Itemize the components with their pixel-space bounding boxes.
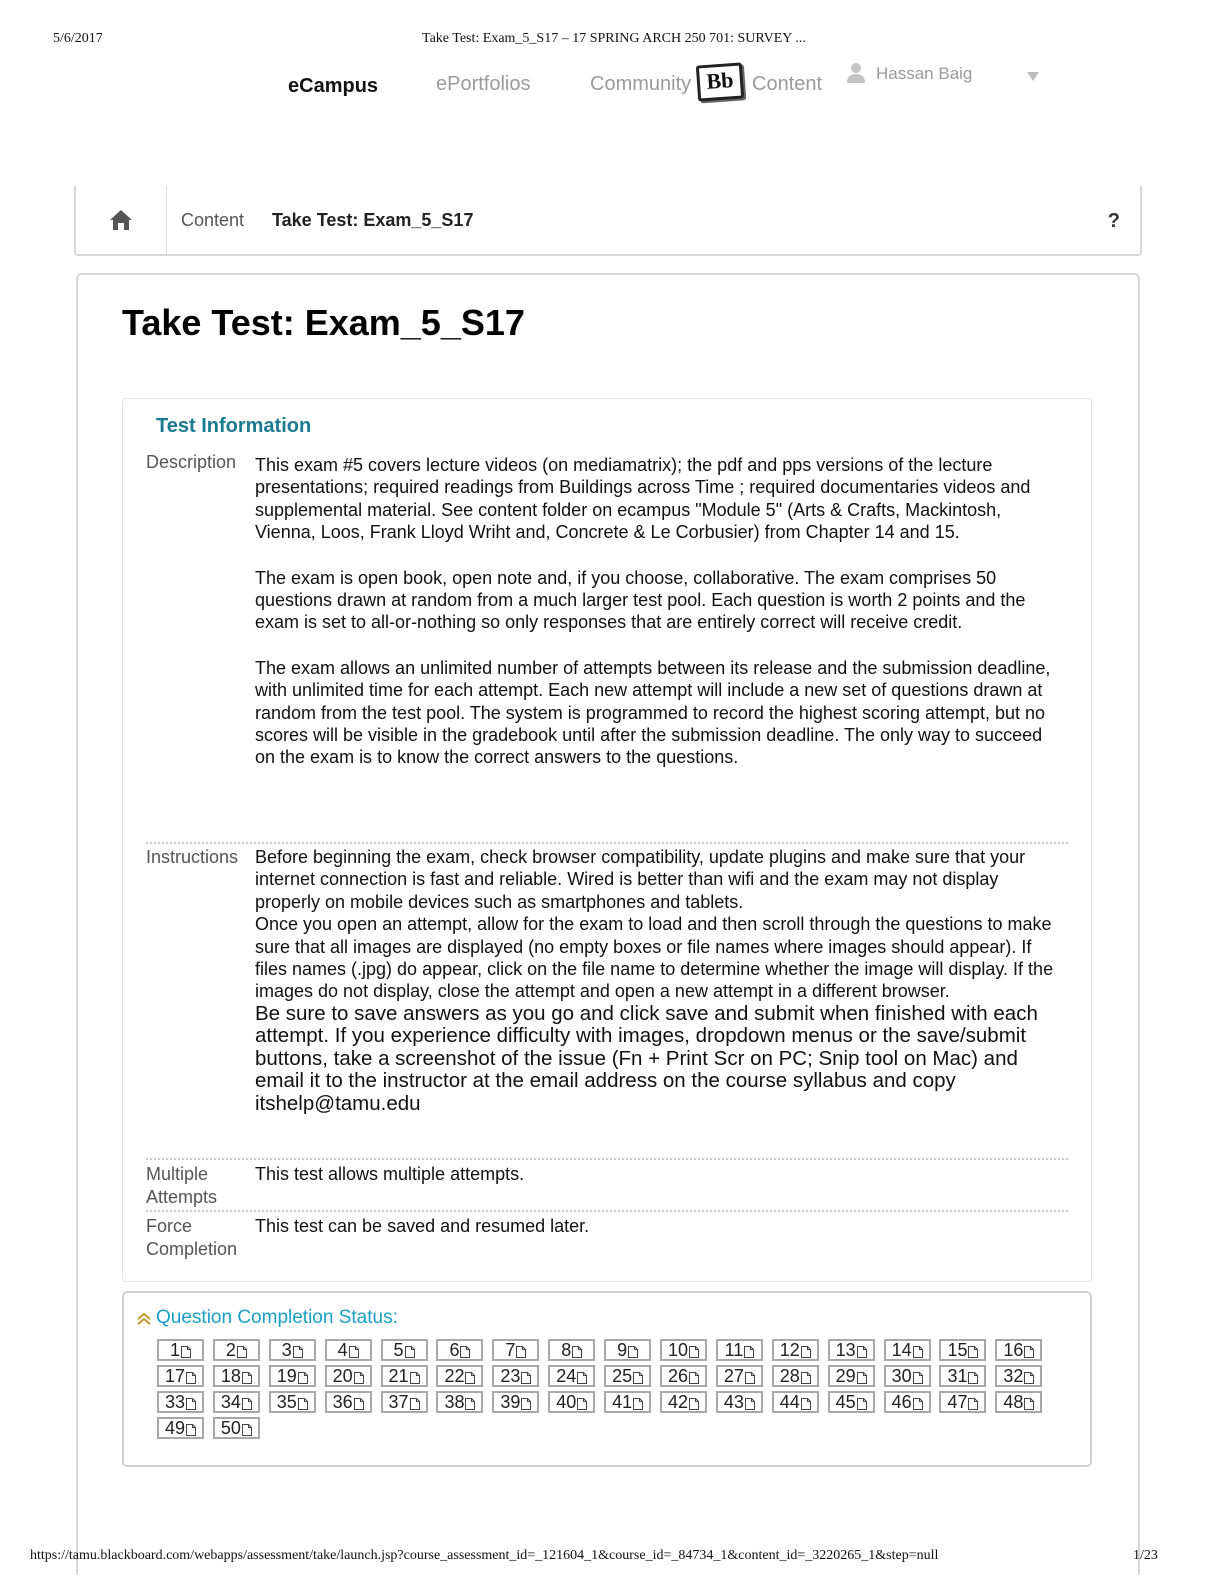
question-number: 46 — [891, 1392, 912, 1412]
home-button[interactable] — [76, 186, 167, 254]
description-paragraph: The exam allows an unlimited number of attempts between its release and the submission deadline, with unlimited time for each attempt. Each new attempt will include a new set of questions drawn at random from the test pool. The system is programmed to record the highest scoring attempt, but no scores will be visible in the gradebook until after the submission deadline. The only way to succeed on the exam is to know the correct answers to the questions. — [255, 657, 1051, 768]
unanswered-document-icon — [968, 1346, 978, 1358]
question-number: 35 — [276, 1392, 297, 1412]
print-date: 5/6/2017 — [53, 31, 103, 46]
question-number: 42 — [668, 1392, 689, 1412]
unanswered-document-icon — [521, 1372, 531, 1384]
question-7-button[interactable] — [492, 1339, 539, 1361]
question-26-button[interactable] — [660, 1365, 707, 1387]
unanswered-document-icon — [516, 1346, 526, 1358]
question-number: 44 — [779, 1392, 800, 1412]
unanswered-document-icon — [857, 1346, 867, 1358]
question-grid — [157, 1339, 1057, 1439]
unanswered-document-icon — [242, 1424, 252, 1436]
description-value — [255, 454, 1065, 769]
question-21-button[interactable] — [381, 1365, 428, 1387]
unanswered-document-icon — [913, 1372, 923, 1384]
question-29-button[interactable] — [828, 1365, 875, 1387]
question-34-button[interactable] — [213, 1391, 260, 1413]
unanswered-document-icon — [465, 1398, 475, 1410]
caret-down-icon[interactable] — [1027, 72, 1039, 81]
question-40-button[interactable] — [548, 1391, 595, 1413]
unanswered-document-icon — [968, 1372, 978, 1384]
print-page-title: Take Test: Exam_5_S17 – 17 SPRING ARCH 250 701: SURVEY ... — [422, 31, 806, 46]
unanswered-document-icon — [857, 1372, 867, 1384]
description-label: Description — [146, 452, 237, 472]
unanswered-document-icon — [572, 1346, 582, 1358]
question-number: 41 — [612, 1392, 633, 1412]
question-2-button[interactable] — [213, 1339, 260, 1361]
unanswered-document-icon — [913, 1346, 923, 1358]
question-22-button[interactable] — [436, 1365, 483, 1387]
breadcrumb — [74, 186, 1142, 256]
print-url: https://tamu.blackboard.com/webapps/assessment/take/launch.jsp?course_assessment_id=_121604_1&course_id=_84734_1&content_id=_3220265_1&step=null — [30, 1548, 939, 1563]
unanswered-document-icon — [465, 1372, 475, 1384]
unanswered-document-icon — [186, 1398, 196, 1410]
question-number: 47 — [947, 1392, 968, 1412]
question-13-button[interactable] — [828, 1339, 875, 1361]
description-paragraph: The exam is open book, open note and, if you choose, collaborative. The exam comprises 50 questions drawn at random from a much larger test pool. Each question is worth 2 points and the exam is set to all-or-nothing so only responses that are entirely correct will receive credit. — [255, 567, 1026, 633]
instructions-paragraph: Before beginning the exam, check browser compatibility, update plugins and make sure that your internet connection is fast and reliable. Wired is better than wifi and the exam may not display properly on mobile devices such as smartphones and tablets. — [255, 847, 1026, 912]
question-number: 43 — [723, 1392, 744, 1412]
divider — [146, 842, 1068, 844]
question-number: 28 — [779, 1366, 800, 1386]
question-number: 15 — [947, 1340, 968, 1360]
question-44-button[interactable] — [772, 1391, 819, 1413]
question-number: 45 — [835, 1392, 856, 1412]
unanswered-document-icon — [745, 1398, 755, 1410]
question-20-button[interactable] — [325, 1365, 372, 1387]
unanswered-document-icon — [181, 1346, 191, 1358]
question-number: 49 — [164, 1418, 186, 1438]
unanswered-document-icon — [801, 1398, 811, 1410]
question-number: 23 — [500, 1366, 521, 1386]
question-number: 20 — [332, 1366, 353, 1386]
multiple-attempts-value: This test allows multiple attempts. — [255, 1164, 525, 1184]
question-41-button[interactable] — [604, 1391, 651, 1413]
divider — [146, 1210, 1068, 1212]
tab-community[interactable]: Community — [590, 73, 692, 95]
unanswered-document-icon — [460, 1346, 470, 1358]
unanswered-document-icon — [1024, 1398, 1034, 1410]
question-number: 3 — [281, 1340, 292, 1360]
unanswered-document-icon — [298, 1372, 308, 1384]
unanswered-document-icon — [801, 1372, 811, 1384]
unanswered-document-icon — [1024, 1372, 1034, 1384]
breadcrumb-current: Take Test: Exam_5_S17 — [272, 210, 474, 230]
unanswered-document-icon — [633, 1372, 643, 1384]
question-33-button[interactable] — [157, 1391, 204, 1413]
question-number: 26 — [668, 1366, 689, 1386]
home-icon — [109, 209, 133, 231]
question-number: 31 — [947, 1366, 968, 1386]
unanswered-document-icon — [405, 1346, 415, 1358]
instructions-value — [255, 846, 1065, 1115]
tab-ecampus[interactable]: eCampus — [288, 75, 379, 97]
question-19-button[interactable] — [269, 1365, 316, 1387]
question-43-button[interactable] — [716, 1391, 763, 1413]
question-number: 16 — [1003, 1340, 1024, 1360]
unanswered-document-icon — [186, 1424, 196, 1436]
multiple-attempts-label: Multiple Attempts — [146, 1164, 218, 1207]
page-title: Take Test: Exam_5_S17 — [122, 302, 525, 343]
question-18-button[interactable] — [213, 1365, 260, 1387]
unanswered-document-icon — [628, 1346, 638, 1358]
tab-content[interactable]: Content — [752, 73, 823, 95]
question-15-button[interactable] — [939, 1339, 986, 1361]
unanswered-document-icon — [521, 1398, 531, 1410]
question-39-button[interactable] — [492, 1391, 539, 1413]
question-31-button[interactable] — [939, 1365, 986, 1387]
question-32-button[interactable] — [995, 1365, 1042, 1387]
question-number: 13 — [835, 1340, 856, 1360]
instructions-paragraph: Once you open an attempt, allow for the exam to load and then scroll through the questions to make sure that all images are displayed (no empty boxes or file names where images should appear). If files names (.jpg) do appear, click on the file name to determine whether the image will display. If the images do not display, close the attempt and open a new attempt in a different browser. — [255, 914, 1054, 1002]
question-number: 10 — [668, 1340, 689, 1360]
question-number: 5 — [393, 1340, 404, 1360]
unanswered-document-icon — [354, 1372, 364, 1384]
question-number: 36 — [332, 1392, 353, 1412]
question-number: 21 — [388, 1366, 409, 1386]
test-information-heading: Test Information — [156, 415, 312, 437]
question-11-button[interactable] — [716, 1339, 763, 1361]
unanswered-document-icon — [410, 1372, 420, 1384]
unanswered-document-icon — [633, 1398, 643, 1410]
question-12-button[interactable] — [772, 1339, 819, 1361]
unanswered-document-icon — [298, 1398, 308, 1410]
question-45-button[interactable] — [828, 1391, 875, 1413]
force-completion-value: This test can be saved and resumed later. — [255, 1216, 590, 1236]
question-number: 19 — [276, 1366, 297, 1386]
question-27-button[interactable] — [716, 1365, 763, 1387]
divider — [146, 1158, 1068, 1160]
question-number: 32 — [1003, 1366, 1024, 1386]
question-50-button[interactable] — [213, 1417, 260, 1439]
question-completion-status-heading[interactable]: Question Completion Status: — [156, 1307, 398, 1328]
unanswered-document-icon — [689, 1372, 699, 1384]
help-icon[interactable]: ? — [1107, 210, 1120, 232]
question-number: 2 — [225, 1340, 236, 1360]
question-6-button[interactable] — [436, 1339, 483, 1361]
unanswered-document-icon — [577, 1372, 587, 1384]
question-36-button[interactable] — [325, 1391, 372, 1413]
question-48-button[interactable] — [995, 1391, 1042, 1413]
blackboard-logo[interactable]: Bb — [696, 62, 744, 101]
question-49-button[interactable] — [157, 1417, 204, 1439]
question-number: 6 — [449, 1340, 460, 1360]
question-number: 29 — [835, 1366, 856, 1386]
unanswered-document-icon — [354, 1398, 364, 1410]
question-number: 7 — [505, 1340, 516, 1360]
instructions-paragraph: Be sure to save answers as you go and click save and submit when finished with each attempt. If you experience difficulty with images, dropdown menus or the save/submit buttons, take a screenshot of the issue (Fn + Print Scr on PC; Snip tool on Mac) and email it to the instructor at the email address on the course syllabus and copy itshelp@tamu.edu — [255, 1001, 1038, 1115]
question-5-button[interactable] — [381, 1339, 428, 1361]
unanswered-document-icon — [410, 1398, 420, 1410]
question-number: 1 — [169, 1340, 180, 1360]
top-navigation — [0, 64, 1224, 110]
user-icon — [846, 62, 866, 84]
question-47-button[interactable] — [939, 1391, 986, 1413]
question-3-button[interactable] — [269, 1339, 316, 1361]
question-number: 22 — [444, 1366, 465, 1386]
question-35-button[interactable] — [269, 1391, 316, 1413]
unanswered-document-icon — [857, 1398, 867, 1410]
question-28-button[interactable] — [772, 1365, 819, 1387]
question-number: 25 — [612, 1366, 633, 1386]
tab-eportfolios[interactable]: ePortfolios — [436, 73, 531, 95]
question-number: 9 — [617, 1340, 628, 1360]
question-14-button[interactable] — [884, 1339, 931, 1361]
unanswered-document-icon — [744, 1346, 754, 1358]
unanswered-document-icon — [293, 1346, 303, 1358]
unanswered-document-icon — [689, 1398, 699, 1410]
question-9-button[interactable] — [604, 1339, 651, 1361]
question-number: 24 — [556, 1366, 577, 1386]
question-number: 48 — [1003, 1392, 1024, 1412]
unanswered-document-icon — [349, 1346, 359, 1358]
question-number: 38 — [444, 1392, 465, 1412]
question-17-button[interactable] — [157, 1365, 204, 1387]
question-30-button[interactable] — [884, 1365, 931, 1387]
question-number: 34 — [220, 1392, 241, 1412]
question-number: 40 — [556, 1392, 577, 1412]
question-number: 12 — [779, 1340, 800, 1360]
question-10-button[interactable] — [660, 1339, 707, 1361]
question-16-button[interactable] — [995, 1339, 1042, 1361]
force-completion-label: Force Completion — [146, 1216, 238, 1259]
question-8-button[interactable] — [548, 1339, 595, 1361]
question-number: 11 — [724, 1340, 744, 1360]
unanswered-document-icon — [968, 1398, 978, 1410]
unanswered-document-icon — [745, 1372, 755, 1384]
question-23-button[interactable] — [492, 1365, 539, 1387]
question-number: 50 — [220, 1418, 241, 1438]
unanswered-document-icon — [689, 1346, 699, 1358]
question-number: 27 — [723, 1366, 744, 1386]
question-25-button[interactable] — [604, 1365, 651, 1387]
unanswered-document-icon — [242, 1372, 252, 1384]
unanswered-document-icon — [1024, 1346, 1034, 1358]
question-24-button[interactable] — [548, 1365, 595, 1387]
question-number: 30 — [891, 1366, 912, 1386]
user-name: Hassan Baig — [876, 64, 973, 83]
question-number: 18 — [220, 1366, 241, 1386]
question-37-button[interactable] — [381, 1391, 428, 1413]
question-number: 4 — [337, 1340, 348, 1360]
unanswered-document-icon — [801, 1346, 811, 1358]
question-number: 14 — [891, 1340, 912, 1360]
question-38-button[interactable] — [436, 1391, 483, 1413]
unanswered-document-icon — [577, 1398, 587, 1410]
description-paragraph: This exam #5 covers lecture videos (on mediamatrix); the pdf and pps versions of the lecture presentations; required readings from Buildings across Time ; required documentaries videos and supplemental material. See content folder on ecampus "Module 5" (Arts & Crafts, Mackintosh, Vienna, Loos, Frank Lloyd Wriht and, Concrete & Le Corbusier) from Chapter 14 and 15. — [255, 455, 1031, 543]
question-number: 33 — [164, 1392, 186, 1412]
unanswered-document-icon — [913, 1398, 923, 1410]
question-42-button[interactable] — [660, 1391, 707, 1413]
question-number: 8 — [561, 1340, 572, 1360]
unanswered-document-icon — [186, 1372, 196, 1384]
question-46-button[interactable] — [884, 1391, 931, 1413]
print-page-number: 1/23 — [1133, 1548, 1158, 1563]
instructions-label: Instructions — [146, 847, 239, 867]
breadcrumb-content-link[interactable]: Content — [181, 210, 245, 230]
unanswered-document-icon — [237, 1346, 247, 1358]
question-1-button[interactable] — [157, 1339, 204, 1361]
question-number: 39 — [500, 1392, 521, 1412]
question-4-button[interactable] — [325, 1339, 372, 1361]
question-number: 37 — [388, 1392, 409, 1412]
double-chevron-up-icon[interactable] — [137, 1313, 151, 1325]
question-number: 17 — [164, 1366, 186, 1386]
unanswered-document-icon — [242, 1398, 252, 1410]
